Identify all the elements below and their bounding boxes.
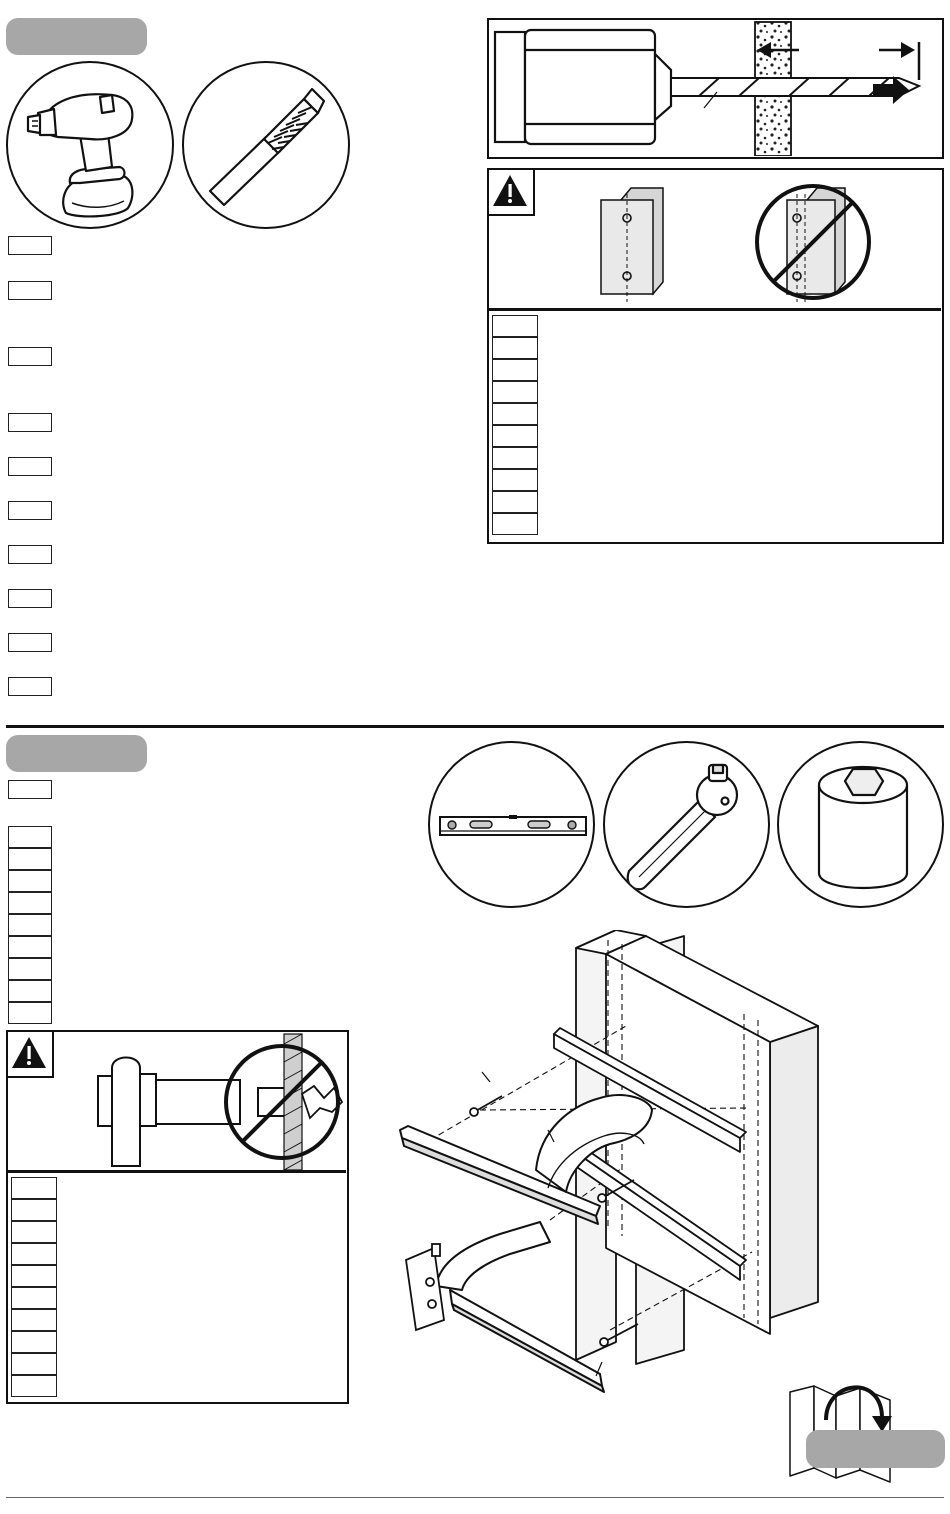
step-label-box — [8, 633, 52, 652]
table-row — [492, 491, 538, 513]
step-label-box — [8, 589, 52, 608]
step-label-box — [8, 413, 52, 432]
drill-bit-icon — [184, 63, 350, 229]
ratchet-tool — [603, 741, 770, 908]
lag-bolt-warning-panel — [6, 1030, 349, 1404]
step-label-box — [8, 892, 52, 914]
overtightened-lag-bolt-icon — [88, 1032, 346, 1170]
table-row — [492, 359, 538, 381]
table-row — [492, 447, 538, 469]
step-label-box — [8, 958, 52, 980]
step-label-box — [8, 936, 52, 958]
warning-icon-box — [489, 170, 535, 216]
table-row — [492, 513, 538, 535]
level-icon — [430, 743, 595, 908]
table-row — [492, 337, 538, 359]
drill-chuck-icon — [495, 30, 671, 144]
continue-tab — [806, 1430, 945, 1468]
table-row — [11, 1353, 57, 1375]
step-label-box — [8, 545, 52, 564]
step-label-box — [8, 236, 52, 255]
step-label-box — [8, 501, 52, 520]
table-row — [492, 403, 538, 425]
footer-rule — [6, 1497, 944, 1498]
table-row — [11, 1331, 57, 1353]
ratchet-wrench-icon — [605, 743, 770, 908]
drill-depth-detail — [487, 18, 944, 159]
section-header-tab — [6, 18, 147, 55]
step-label-box — [8, 347, 52, 366]
panel-divider — [489, 308, 941, 311]
table-row — [11, 1287, 57, 1309]
panel-divider — [8, 1170, 346, 1173]
drill-bit-tool — [182, 61, 350, 229]
table-row — [11, 1199, 57, 1221]
socket-tool — [777, 741, 944, 908]
step-label-box — [8, 870, 52, 892]
power-drill-icon — [8, 63, 174, 229]
table-row — [11, 1177, 57, 1199]
step-label-box — [8, 914, 52, 936]
table-row — [492, 469, 538, 491]
table-row — [11, 1265, 57, 1287]
table-row — [11, 1221, 57, 1243]
warning-icon-box — [8, 1032, 54, 1078]
level-tool — [428, 741, 595, 908]
stud-correct-icon — [601, 188, 663, 302]
table-row — [492, 315, 538, 337]
step-label-box — [8, 980, 52, 1002]
power-drill-tool — [6, 61, 174, 229]
stud-warning-panel — [487, 168, 944, 544]
step-label-box — [8, 457, 52, 476]
table-row — [11, 1375, 57, 1397]
warning-icon — [489, 170, 531, 212]
wall-mount-assembly-icon — [390, 930, 830, 1400]
warning-icon — [8, 1032, 50, 1074]
step-label-box — [8, 826, 52, 848]
step-label-box — [8, 1002, 52, 1024]
table-row — [11, 1243, 57, 1265]
table-row — [11, 1309, 57, 1331]
table-row — [492, 381, 538, 403]
step-label-box — [8, 281, 52, 300]
table-row — [492, 425, 538, 447]
hex-socket-icon — [779, 743, 944, 908]
step-label-box — [8, 848, 52, 870]
step-label-box — [8, 780, 52, 799]
stud-incorrect-icon — [757, 186, 869, 302]
section-header-tab — [6, 735, 147, 772]
step-label-box — [8, 677, 52, 696]
section-divider — [6, 725, 944, 728]
